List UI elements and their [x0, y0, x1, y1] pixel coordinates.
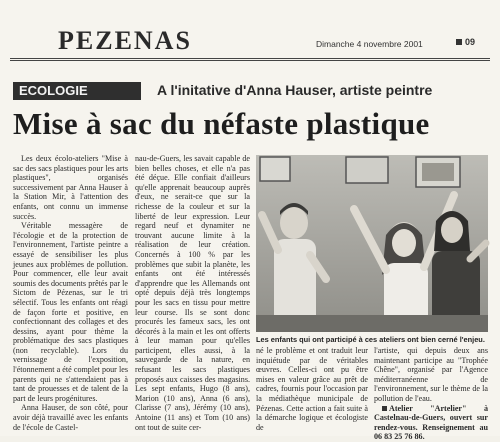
paragraph: Anna Hauser, de son côté, pour avoir déjà travaillé avec les enfants de l'école de Castel- — [13, 403, 128, 432]
article-column-4 — [374, 346, 488, 442]
article-column-3 — [256, 346, 368, 432]
article-headline: Mise à sac du néfaste plastique — [13, 106, 430, 141]
dateline: Dimanche 4 novembre 2001 — [316, 39, 423, 49]
children-photo-image — [256, 155, 488, 332]
masthead-rule — [10, 58, 490, 59]
atelier-note: Atelier "Artelier" à Castelnau-de-Guers, ouvert sur rendez-vous. Renseignement au 06 83 25 76 86. — [374, 403, 488, 442]
article-photo — [256, 155, 488, 332]
article-column-2 — [135, 154, 250, 430]
article-column-1 — [13, 154, 128, 430]
square-bullet-icon — [456, 39, 462, 45]
photo-caption: Les enfants qui ont participé à ces ateliers ont bien cerné l'enjeu. — [256, 335, 485, 344]
paragraph: l'artiste, qui depuis deux ans maintenant participe au "Trophée Chêne", organisé par l'Agence méditerranéenne de l'environnement, sur le thème de la pollution de l'eau. — [374, 346, 488, 403]
paragraph: né le problème et ont traduit leur inquiétude par de véritables œuvres. Celles-ci ont pu être mises en valeur grâce au prêt de cadres, fournis pour l'occasion par la médiathèque municipale de Pézenas. Cette action a fait suite à la démarche logique et écologiste de — [256, 346, 368, 432]
paragraph: Les deux écolo-ateliers "Mise à sac des sacs plastiques pour les arts plastiques", organisés successivement par Anna Hauser à la Station Mir, à l'attention des enfants, ont connu un immense succès. — [13, 154, 128, 221]
paragraph: Véritable messagère de l'écologie et de la protection de l'environnement, l'artiste peintre a essayé de sensibiliser les plus jeunes aux problèmes de pollution. Pour commencer, elle leur avait soumis des documents prêtés par le Sictom de Pézenas, sur le tri sélectif. Tous les enfants ont réagi de façon forte et positive, en confectionnant des collages et des dessins, ayant pour thème la problématique des sacs plastiques (non recyclable). Lors du vernissage de l'exposition, l'étonnement a été complet pour les parents qui ne s'attendaient pas à tant de prouesses et de talent de la part de leurs progénitures. — [13, 221, 128, 403]
masthead-rule-2 — [10, 60, 490, 61]
square-bullet-icon — [382, 406, 387, 411]
masthead-title: PEZENAS — [58, 26, 192, 55]
paragraph: nau-de-Guers, les savait capable de bien belles choses, et elle n'a pas été déçue. Elle confiait d'ailleurs qu'elle apprenait beaucoup auprès d'eux, ne serait-ce que sur la richesse de la couleur et sur la liberté de leur expression. Leur regard neuf et dynamiter ne trouvant aucune limite à la réalisation de leur création. Concernés à 100 % par les problèmes que subit la planète, les enfants ont été intéressés d'apprendre que les Allemands ont opté depuis déjà très longtemps pour les sacs en tissu pour mettre leur course. Ils se sont donc procurés les fameux sacs, les ont décorés à la main et les ont offerts à leur maman pour qu'elles participent, elles aussi, à la sauvegarde de la nature, en refusant les sacs plastiques proposés aux caisses des magasins. Les sept enfants, Hugo (8 ans), Marion (10 ans), Anna (6 ans), Clarisse (7 ans), Jérémy (10 ans), Antoine (11 ans) et Tom (10 ans) ont tout de suite cer- — [135, 154, 250, 432]
section-tag: ECOLOGIE — [13, 82, 141, 100]
page-ref: 09 — [456, 37, 475, 47]
article-kicker: A l'initative d'Anna Hauser, artiste peintre — [157, 82, 433, 98]
